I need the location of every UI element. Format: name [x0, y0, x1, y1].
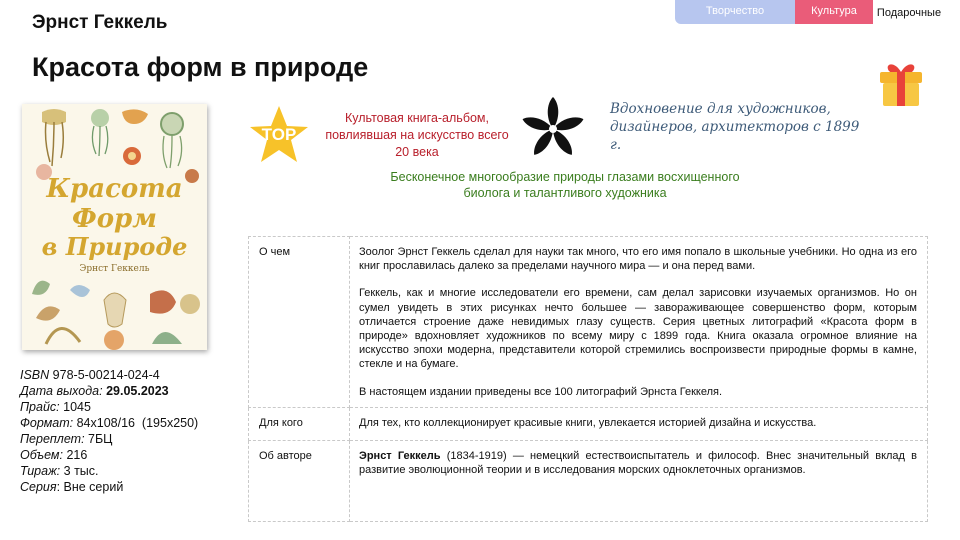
meta-label: Тираж:: [20, 464, 61, 478]
row-label-author: Об авторе: [249, 440, 350, 521]
cover-title-line: Красота: [46, 174, 183, 204]
meta-value: 216: [66, 448, 88, 462]
table-row: [249, 237, 928, 408]
tab-creativity[interactable]: Творчество: [675, 0, 795, 24]
meta-label: Прайс:: [20, 400, 60, 414]
meta-binding: [20, 431, 198, 447]
meta-value: 3 тыс.: [63, 464, 99, 478]
book-cover: [22, 104, 207, 350]
top-badge-label: TOP: [261, 125, 297, 144]
cover-title-line: в Природе: [41, 232, 188, 261]
diversity-note: Бесконечное многообразие природы глазами восхищенного биолога и талантливого художника: [390, 170, 740, 200]
info-table: [248, 236, 928, 522]
meta-label: Объем:: [20, 448, 63, 462]
inspiration-note: Вдохновение для художников, дизайнеров, архитекторов с 1899 г.: [610, 101, 860, 153]
meta-value: 1045: [63, 400, 91, 414]
row-label-audience: Для кого: [249, 407, 350, 440]
cover-author: Эрнст Геккель: [79, 264, 150, 274]
meta-value: 29.05.2023: [106, 384, 169, 398]
meta-value: 84х108/16 (195х250): [76, 416, 199, 430]
table-row: [249, 440, 928, 521]
tab-gift[interactable]: Подарочные: [873, 0, 945, 24]
meta-format: [20, 415, 198, 431]
meta-label: Формат:: [20, 416, 74, 430]
meta-pages: [20, 447, 198, 463]
row-label-about: О чем: [249, 237, 350, 408]
cover-title-line: Форм: [72, 204, 157, 234]
meta-print-run: [20, 463, 198, 479]
row-value-author: [350, 440, 928, 521]
tab-culture[interactable]: Культура: [795, 0, 873, 24]
about-paragraph: Геккель, как и многие исследователи его времени, сам делал зарисовки изучаемых организмов. Но он сумел увидеть в этих рисунках нечто большее — завораживающее совершенство форм, которым отличается строение даже невидимых глазу существ. Серия цветных литографий «Красота форм в природе» вдохновляет художников по всему миру с 1899 года. Книга оказала огромное влияние на искусство эпохи модерна, представители которой стремились воспроизвести природные формы в камне, стекле и на бумаге.: [359, 287, 917, 371]
author-bio: (1834-1919) — немецкий естествоиспытатель и философ. Внес значительный вклад в развитие эволюционной теории и в исследования морских одноклеточных организмов.: [359, 449, 917, 477]
gift-icon: [876, 60, 926, 110]
row-value-about: [350, 237, 928, 408]
meta-value: 7БЦ: [88, 432, 113, 446]
meta-label: Дата выхода:: [20, 384, 103, 398]
flower-icon: [520, 96, 586, 162]
book-author: Эрнст Геккель: [32, 12, 168, 33]
meta-series: Серия: Вне серий: [20, 480, 124, 494]
book-metadata: [20, 367, 198, 495]
meta-value: Вне серий: [63, 480, 124, 494]
cult-book-note: Культовая книга-альбом, повлиявшая на искусство всего 20 века: [325, 111, 509, 159]
meta-label: ISBN: [20, 368, 50, 382]
category-tabs: [675, 0, 945, 24]
about-paragraph: Зоолог Эрнст Геккель сделал для науки так много, что его имя попало в школьные учебники. Но одна из его книг прославилась далеко за пределами научного мира — и она перед вами.: [359, 246, 917, 273]
top-star-icon: [248, 104, 310, 166]
book-title: Красота форм в природе: [32, 52, 369, 82]
table-row: [249, 407, 928, 440]
about-paragraph: В настоящем издании приведены все 100 литографий Эрнста Геккеля.: [359, 385, 723, 398]
meta-label: Переплет:: [20, 432, 85, 446]
meta-price: [20, 399, 198, 415]
row-value-audience: Для тех, кто коллекционирует красивые книги, увлекается историей дизайна и искусства.: [350, 407, 928, 440]
meta-isbn: [20, 367, 198, 383]
meta-value: 978-5-00214-024-4: [52, 368, 160, 382]
author-name: Эрнст Геккель: [359, 449, 441, 462]
meta-label: Серия: [20, 480, 57, 494]
meta-release: [20, 383, 198, 399]
